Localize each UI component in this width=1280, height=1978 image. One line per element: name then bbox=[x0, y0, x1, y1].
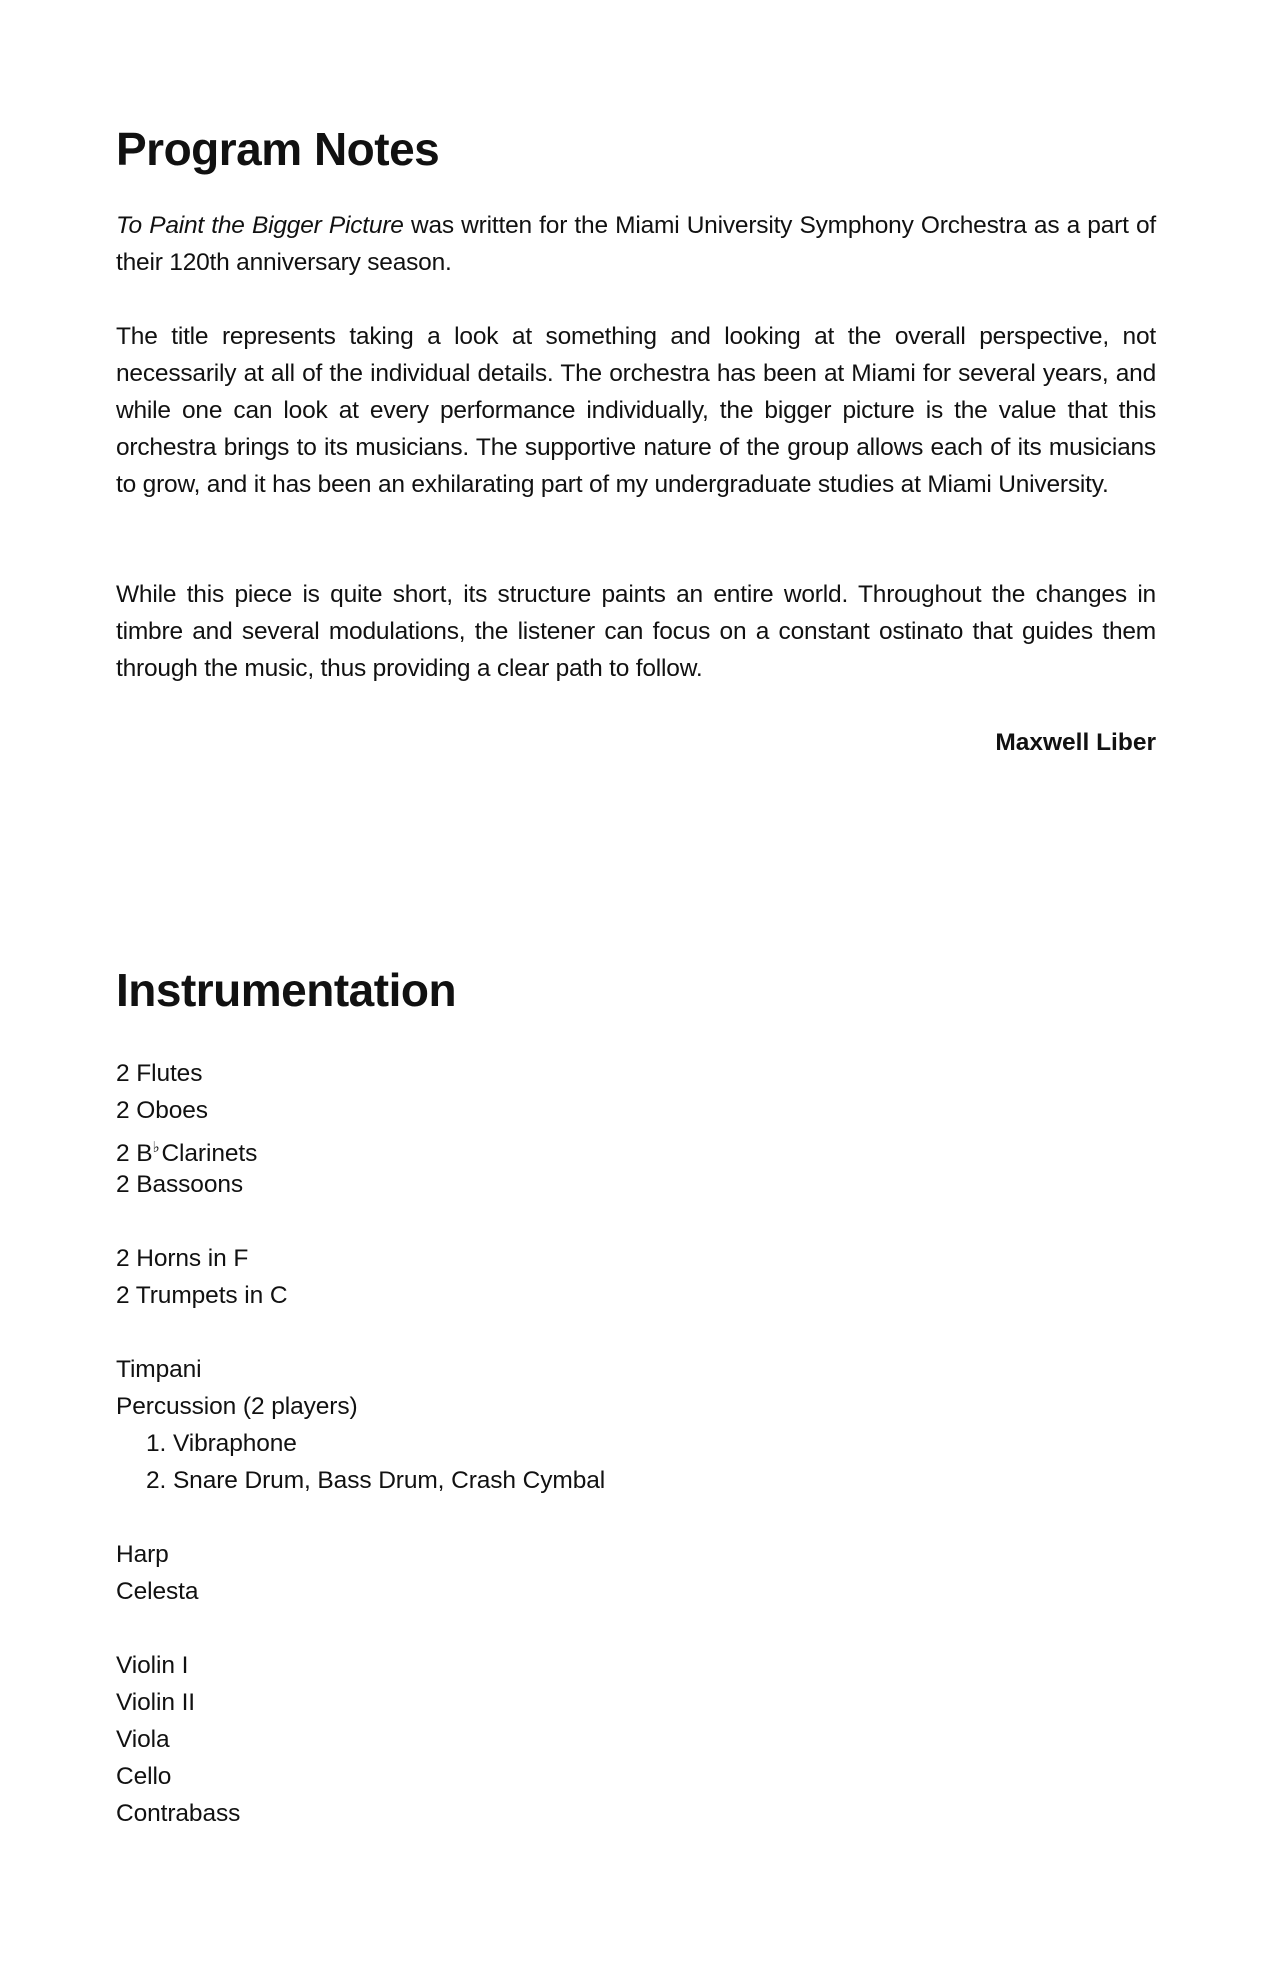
instrument-item: Violin I bbox=[116, 1652, 189, 1679]
percussion-player-item: 1. Vibraphone bbox=[146, 1430, 297, 1457]
instrument-item: Violin II bbox=[116, 1689, 196, 1716]
piece-title: To Paint the Bigger Picture bbox=[116, 212, 404, 239]
instrument-item: Cello bbox=[116, 1763, 172, 1790]
composer-signature: Maxwell Liber bbox=[995, 729, 1156, 756]
instrument-item: Timpani bbox=[116, 1356, 202, 1383]
instrument-item: Percussion (2 players) bbox=[116, 1393, 358, 1420]
instrument-item: 2 Flutes bbox=[116, 1060, 203, 1087]
section-gap bbox=[116, 1314, 605, 1351]
percussion-player-item: 2. Snare Drum, Bass Drum, Crash Cymbal bbox=[146, 1467, 606, 1494]
instrument-item: Harp bbox=[116, 1541, 169, 1568]
instrumentation-heading: Instrumentation bbox=[116, 964, 457, 1016]
instrument-item: 2 Bassoons bbox=[116, 1171, 244, 1198]
flat-symbol-icon: ♭ bbox=[152, 1139, 160, 1156]
instrument-item: 2 Horns in F bbox=[116, 1245, 249, 1272]
paragraph-1-text: was written for the Miami University Symphony Orchestra as a part of their 120th anniversary season. bbox=[116, 212, 1156, 276]
instrument-item: 2 Oboes bbox=[116, 1097, 208, 1124]
clarinet-label: Clarinets bbox=[161, 1140, 258, 1167]
program-notes-paragraph-3: While this piece is quite short, its structure paints an entire world. Throughout the changes in timbre and several modulations, the listener can focus on a constant ostinato that guides them through the music, thus providing a clear path to follow. bbox=[116, 581, 1156, 682]
instrument-item: Contrabass bbox=[116, 1800, 241, 1827]
section-gap bbox=[116, 1499, 605, 1536]
instrument-item: Celesta bbox=[116, 1578, 199, 1605]
section-gap bbox=[116, 1203, 605, 1240]
instrument-item: Viola bbox=[116, 1726, 170, 1753]
instrument-item: 2 Trumpets in C bbox=[116, 1282, 288, 1309]
program-notes-heading: Program Notes bbox=[116, 123, 440, 175]
instrument-item bbox=[116, 1129, 605, 1166]
program-notes-paragraph-2: The title represents taking a look at something and looking at the overall perspective, not necessarily at all of the individual details. The orchestra has been at Miami for several years, and while one can look at every performance individually, the bigger picture is the value that this orchestra brings to its musicians. The supportive nature of the group allows each of its musicians to grow, and it has been an exhilarating part of my undergraduate studies at Miami University. bbox=[116, 323, 1156, 498]
clarinet-count-key: 2 B bbox=[116, 1140, 153, 1167]
program-notes-paragraph-1 bbox=[116, 207, 1156, 281]
section-gap bbox=[116, 1610, 605, 1647]
instrumentation-list bbox=[116, 1055, 605, 1832]
